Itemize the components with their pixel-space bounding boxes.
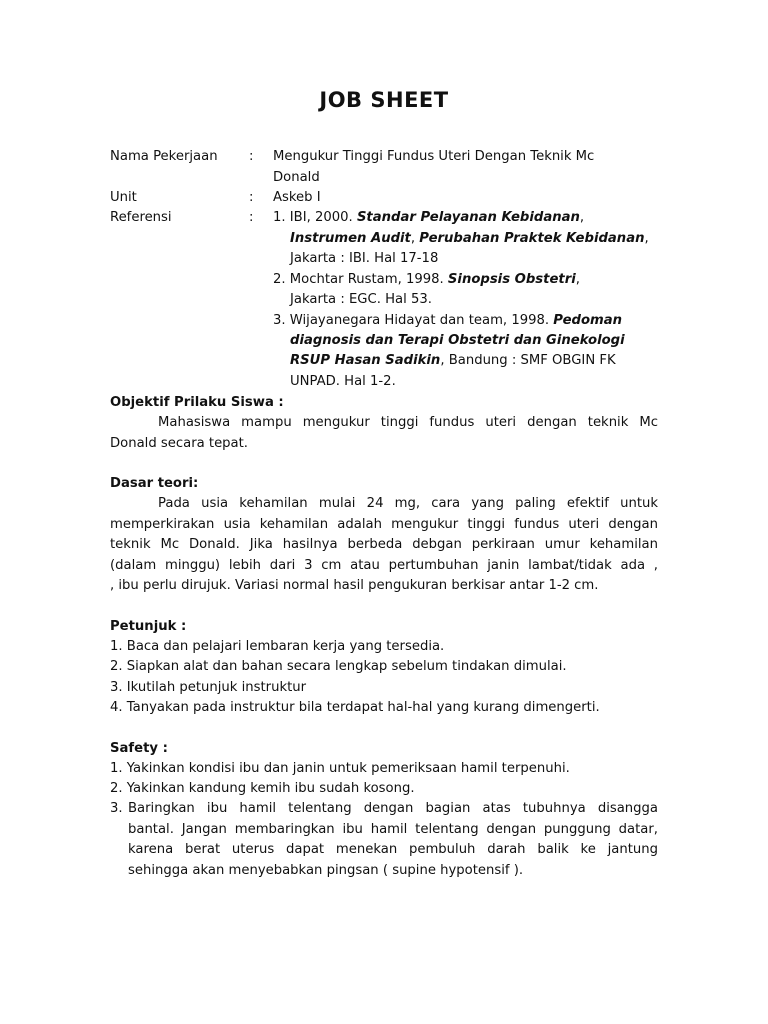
- objektif-line-2: Donald secara tepat.: [110, 436, 248, 451]
- reference-1-comma: ,: [579, 210, 585, 225]
- dasar-teori-line-4: (dalam minggu) lebih dari 3 cm atau pertumbuhan janin lambat/tidak ada ,: [110, 558, 658, 573]
- safety-item-3-line-2: bantal. Jangan membaringkan ibu hamil telentang dengan punggung datar,: [128, 822, 658, 837]
- nama-pekerjaan-value: Mengukur Tinggi Fundus Uteri Dengan Teknik Mc: [273, 149, 595, 164]
- petunjuk-item-1: 1. Baca dan pelajari lembaran kerja yang tersedia.: [110, 639, 445, 654]
- reference-1-publisher: Jakarta : IBI. Hal 17-18: [290, 251, 439, 266]
- reference-2-title: Sinopsis Obstetri: [447, 272, 576, 287]
- reference-1: [273, 210, 584, 225]
- reference-1-title: Standar Pelayanan Kebidanan: [356, 210, 580, 225]
- reference-1-cont: [290, 231, 649, 246]
- petunjuk-item-2: 2. Siapkan alat dan bahan secara lengkap sebelum tindakan dimulai.: [110, 659, 567, 674]
- reference-2-publisher: Jakarta : EGC. Hal 53.: [290, 292, 432, 307]
- petunjuk-heading: Petunjuk :: [110, 619, 187, 634]
- nama-pekerjaan-colon: :: [249, 149, 254, 164]
- referensi-colon: :: [249, 210, 254, 225]
- nama-pekerjaan-label: Nama Pekerjaan: [110, 149, 218, 164]
- safety-item-1: 1. Yakinkan kondisi ibu dan janin untuk pemeriksaan hamil terpenuhi.: [110, 761, 570, 776]
- dasar-teori-line-3: teknik Mc Donald. Jika hasilnya berbeda debgan perkiraan umur kehamilan: [110, 537, 658, 552]
- reference-3-institution: RSUP Hasan Sadikin: [290, 353, 441, 368]
- reference-3-title: Pedoman: [553, 313, 623, 328]
- nama-pekerjaan-value-cont: Donald: [273, 170, 320, 185]
- safety-heading: Safety :: [110, 741, 168, 756]
- safety-item-2: 2. Yakinkan kandung kemih ibu sudah kosong.: [110, 781, 415, 796]
- reference-1-comma-2: ,: [644, 231, 649, 246]
- reference-3: [273, 313, 622, 328]
- dasar-teori-line-1: Pada usia kehamilan mulai 24 mg, cara yang paling efektif untuk: [158, 496, 658, 511]
- unit-label: Unit: [110, 190, 137, 205]
- reference-1-prefix: 1. IBI, 2000.: [273, 210, 357, 225]
- safety-item-3-line-1: Baringkan ibu hamil telentang dengan bagian atas tubuhnya disangga: [128, 801, 658, 816]
- safety-item-3-line-3: karena berat uterus dapat menekan pembuluh darah balik ke jantung: [128, 842, 658, 857]
- unit-value: Askeb I: [273, 190, 321, 205]
- safety-item-3-line-4: sehingga akan menyebabkan pingsan ( supine hypotensif ).: [128, 863, 524, 878]
- unit-colon: :: [249, 190, 254, 205]
- reference-2-comma: ,: [575, 272, 580, 287]
- dasar-teori-line-5: , ibu perlu dirujuk. Variasi normal hasil pengukuran berkisar antar 1-2 cm.: [110, 578, 599, 593]
- reference-3-title-cont: diagnosis dan Terapi Obstetri dan Ginekologi: [290, 333, 625, 348]
- petunjuk-item-3: 3. Ikutilah petunjuk instruktur: [110, 680, 307, 695]
- reference-1-subtitle-a: Instrumen Audit: [290, 231, 411, 246]
- referensi-label: Referensi: [110, 210, 172, 225]
- objektif-heading: Objektif Prilaku Siswa :: [110, 395, 284, 410]
- reference-3-location: , Bandung : SMF OBGIN FK: [440, 353, 616, 368]
- safety-item-3-number: 3.: [110, 801, 123, 816]
- reference-1-subtitle-b: Perubahan Praktek Kebidanan: [419, 231, 645, 246]
- page-title: JOB SHEET: [319, 88, 449, 112]
- reference-2-prefix: 2. Mochtar Rustam, 1998.: [273, 272, 448, 287]
- reference-1-sep: ,: [410, 231, 420, 246]
- reference-2: [273, 272, 580, 287]
- reference-3-publisher: UNPAD. Hal 1-2.: [290, 374, 396, 389]
- reference-3-line3: [290, 353, 616, 368]
- dasar-teori-heading: Dasar teori:: [110, 476, 199, 491]
- objektif-line-1: Mahasiswa mampu mengukur tinggi fundus uteri dengan teknik Mc: [158, 415, 658, 430]
- petunjuk-item-4: 4. Tanyakan pada instruktur bila terdapat hal-hal yang kurang dimengerti.: [110, 700, 600, 715]
- dasar-teori-line-2: memperkirakan usia kehamilan adalah mengukur tinggi fundus uteri dengan: [110, 517, 658, 532]
- reference-3-prefix: 3. Wijayanegara Hidayat dan team, 1998.: [273, 313, 554, 328]
